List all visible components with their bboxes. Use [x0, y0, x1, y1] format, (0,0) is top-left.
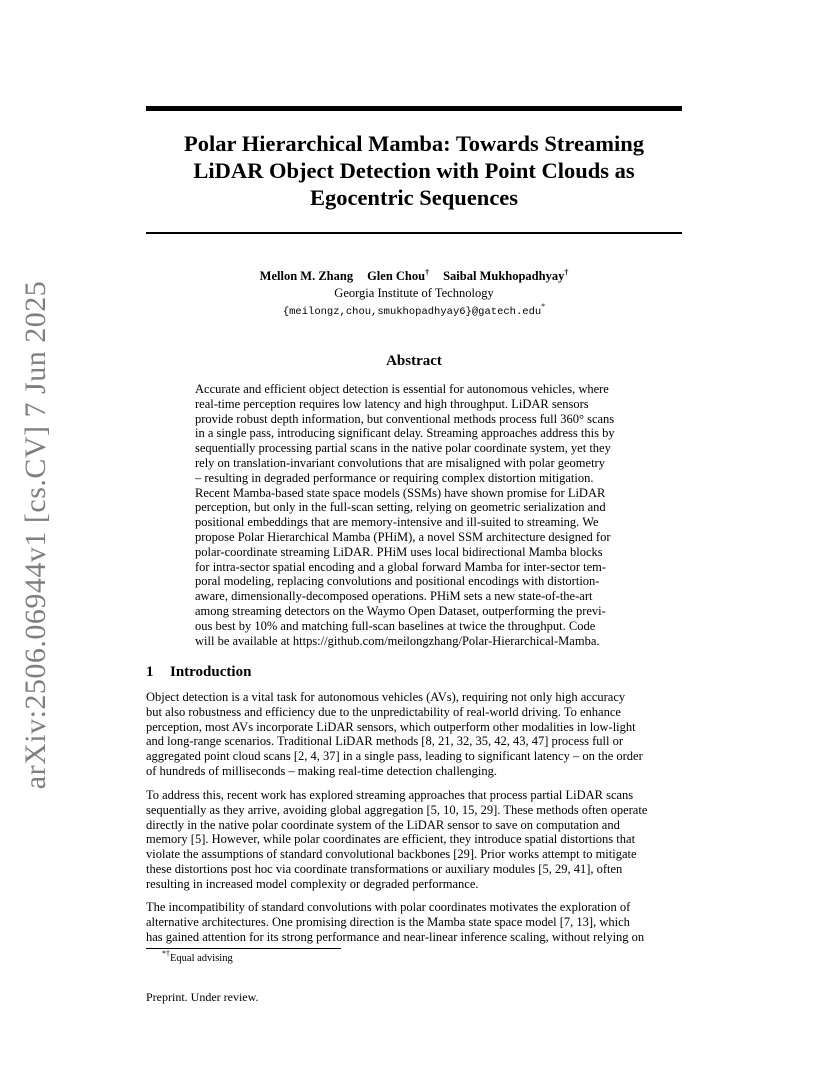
paragraph-line: resulting in increased model complexity or degraded performance. [146, 876, 479, 891]
arxiv-identifier-text: arXiv:2506.06944v1 [cs.CV] 7 Jun 2025 [19, 280, 52, 790]
preprint-notice: Preprint. Under review. [146, 990, 259, 1004]
intro-paragraph-3 [146, 900, 682, 944]
footnote-mark: *† [162, 949, 170, 958]
abstract-body [195, 382, 633, 648]
abstract-line: aware, dimensionally-decomposed operations. PHiM sets a new state-of-the-art [195, 589, 593, 604]
author-names [146, 268, 682, 285]
abstract-line: – resulting in degraded performance or requiring complex distortion mitigation. [195, 470, 594, 485]
abstract-line: among streaming detectors on the Waymo Open Dataset, outperforming the previ- [195, 603, 606, 618]
abstract-line: perception, but only in the full-scan setting, relying on geometric serialization and [195, 500, 606, 515]
abstract-line: poral modeling, replacing convolutions and positional encodings with distortion- [195, 574, 600, 589]
paragraph-line: aggregated point cloud scans [2, 4, 37] in a single pass, leading to significant latency – on the order [146, 749, 643, 764]
abstract-line: propose Polar Hierarchical Mamba (PHiM), a novel SSM architecture designed for [195, 529, 611, 544]
paragraph-line: but also robustness and efficiency due to the unpredictability of real-world driving. To enhance [146, 704, 621, 719]
abstract-line: polar-coordinate streaming LiDAR. PHiM uses local bidirectional Mamba blocks [195, 544, 603, 559]
paragraph-line: The incompatibility of standard convolutions with polar coordinates motivates the exploration of [146, 900, 631, 914]
paper-title [146, 130, 682, 211]
abstract-line: for intra-sector spatial encoding and a global forward Mamba for inter-sector tem- [195, 559, 607, 574]
paragraph-line: these distortions post hoc via coordinate transformations or auxiliary modules [5, 29, 41], often [146, 861, 623, 876]
paragraph-line: and long-range scenarios. Traditional LiDAR methods [8, 21, 32, 35, 42, 43, 47] process full or [146, 734, 624, 749]
arxiv-identifier-stamp [8, 280, 64, 790]
abstract-heading: Abstract [386, 353, 442, 369]
paragraph-line: violate the assumptions of standard convolutional backbones [29]. Prior works attempt to mitigate [146, 847, 637, 862]
affiliation: Georgia Institute of Technology [334, 286, 494, 300]
abstract-line: Accurate and efficient object detection is essential for autonomous vehicles, where [195, 382, 609, 396]
paragraph-line: Object detection is a vital task for autonomous vehicles (AVs), requiring not only high accuracy [146, 690, 626, 704]
footnote-rule [146, 948, 341, 949]
title-bottom-rule [146, 232, 682, 234]
author-name: Mellon M. Zhang [259, 269, 354, 283]
abstract-line: real-time perception requires low latency and high throughput. LiDAR sensors [195, 396, 589, 411]
author-name: Saibal Mukhopadhyay [443, 269, 565, 283]
paragraph-line: perception, most AVs incorporate LiDAR sensors, which outperform other modalities in low-light [146, 719, 636, 734]
paragraph-line: alternative architectures. One promising direction is the Mamba state space model [7, 13], which [146, 914, 630, 929]
author-mark: † [425, 268, 430, 277]
paragraph-line: directly in the native polar coordinate system of the LiDAR sensor to save on computation and [146, 817, 620, 832]
paragraph-line: sequentially as they arrive, avoiding global aggregation [5, 10, 15, 29]. These methods often operate [146, 802, 648, 817]
abstract-line: provide robust depth information, but conventional methods process full 360° scans [195, 411, 615, 426]
paragraph-line: To address this, recent work has explored streaming approaches that process partial LiDAR scans [146, 788, 634, 802]
section-number: 1 [146, 664, 154, 680]
intro-paragraph-1 [146, 690, 682, 779]
title-line-2: LiDAR Object Detection with Point Clouds as [193, 158, 635, 183]
footnote-text: Equal advising [170, 953, 233, 964]
paragraph-line: of hundreds of milliseconds – making real-time detection challenging. [146, 763, 497, 778]
abstract-line: rely on translation-invariant convolutions that are misaligned with polar geometry [195, 455, 605, 470]
title-top-rule [146, 106, 682, 111]
paragraph-line: memory [5]. However, while polar coordinates are efficient, they introduce spatial distortions that [146, 832, 636, 847]
author-email: {meilongz,chou,smukhopadhyay6}@gatech.edu [282, 306, 542, 318]
section-heading [146, 664, 251, 681]
abstract-line: in a single pass, introducing significant delay. Streaming approaches address this by [195, 426, 615, 441]
abstract-line: positional embeddings that are memory-intensive and ill-suited to streaming. We [195, 515, 599, 530]
abstract-line: will be available at https://github.com/meilongzhang/Polar-Hierarchical-Mamba. [195, 633, 600, 648]
author-name: Glen Chou [367, 269, 426, 283]
footnote [162, 949, 233, 964]
abstract-line: ous best by 10% and matching full-scan baselines at twice the throughput. Code [195, 618, 596, 633]
intro-paragraph-2 [146, 788, 682, 892]
author-mark: † [564, 268, 569, 277]
author-block [146, 268, 682, 321]
section-title: Introduction [170, 664, 252, 680]
email-mark: * [541, 302, 546, 311]
paragraph-line: has gained attention for its strong performance and near-linear inference scaling, without relying on [146, 929, 645, 944]
abstract-line: Recent Mamba-based state space models (SSMs) have shown promise for LiDAR [195, 485, 606, 500]
abstract-line: sequentially processing partial scans in the native polar coordinate system, yet they [195, 441, 611, 456]
title-line-3: Egocentric Sequences [309, 185, 519, 210]
title-line-1: Polar Hierarchical Mamba: Towards Streaming [184, 131, 644, 156]
